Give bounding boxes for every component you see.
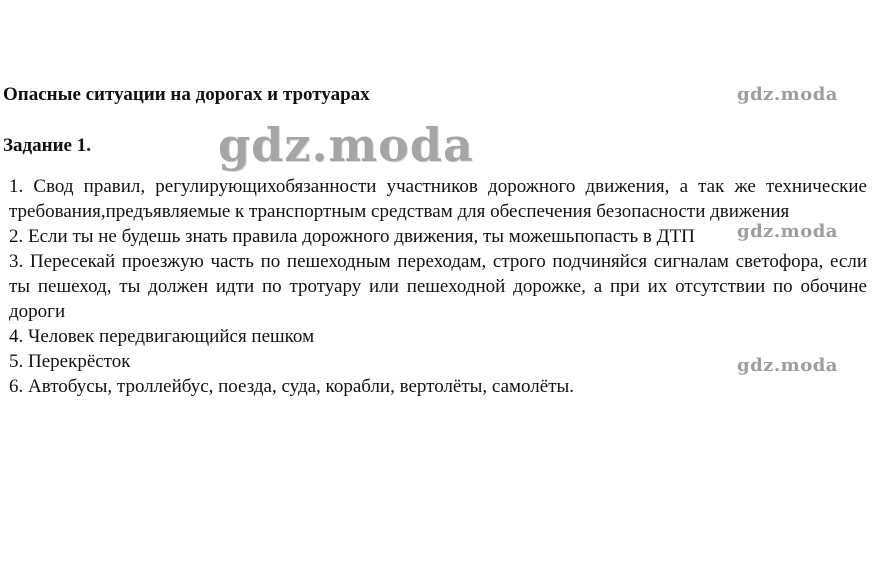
watermark-small-bottom: gdz.moda [737,355,838,376]
task-heading: Задание 1. [3,135,91,156]
watermark-small-middle: gdz.moda [737,221,838,242]
watermark-small-top: gdz.moda [737,84,838,105]
answer-4: 4. Человек передвигающийся пешком [9,326,315,347]
watermark-large: gdz.moda [218,118,474,172]
answer-6: 6. Автобусы, троллейбус, поезда, суда, корабли, вертолёты, самолёты. [9,376,575,397]
answers-list [9,174,867,399]
answer-5: 5. Перекрёсток [9,351,131,372]
answer-3: 3. Пересекай проезжую часть по пешеходным переходам, строго подчиняйся сигналам светофора, если ты пешеход, ты должен идти по тротуару или пешеходной дорожке, а при их отсутствии по обочине дороги [9,251,867,322]
page-title: Опасные ситуации на дорогах и тротуарах [3,84,370,105]
answer-1: 1. Свод правил, регулирующихобязанности участников дорожного движения, а так же технические требования,предъявляемые к транспортным средствам для обеспечения безопасности движения [9,176,867,222]
answer-2: 2. Если ты не будешь знать правила дорожного движения, ты можешьпопасть в ДТП [9,226,695,247]
